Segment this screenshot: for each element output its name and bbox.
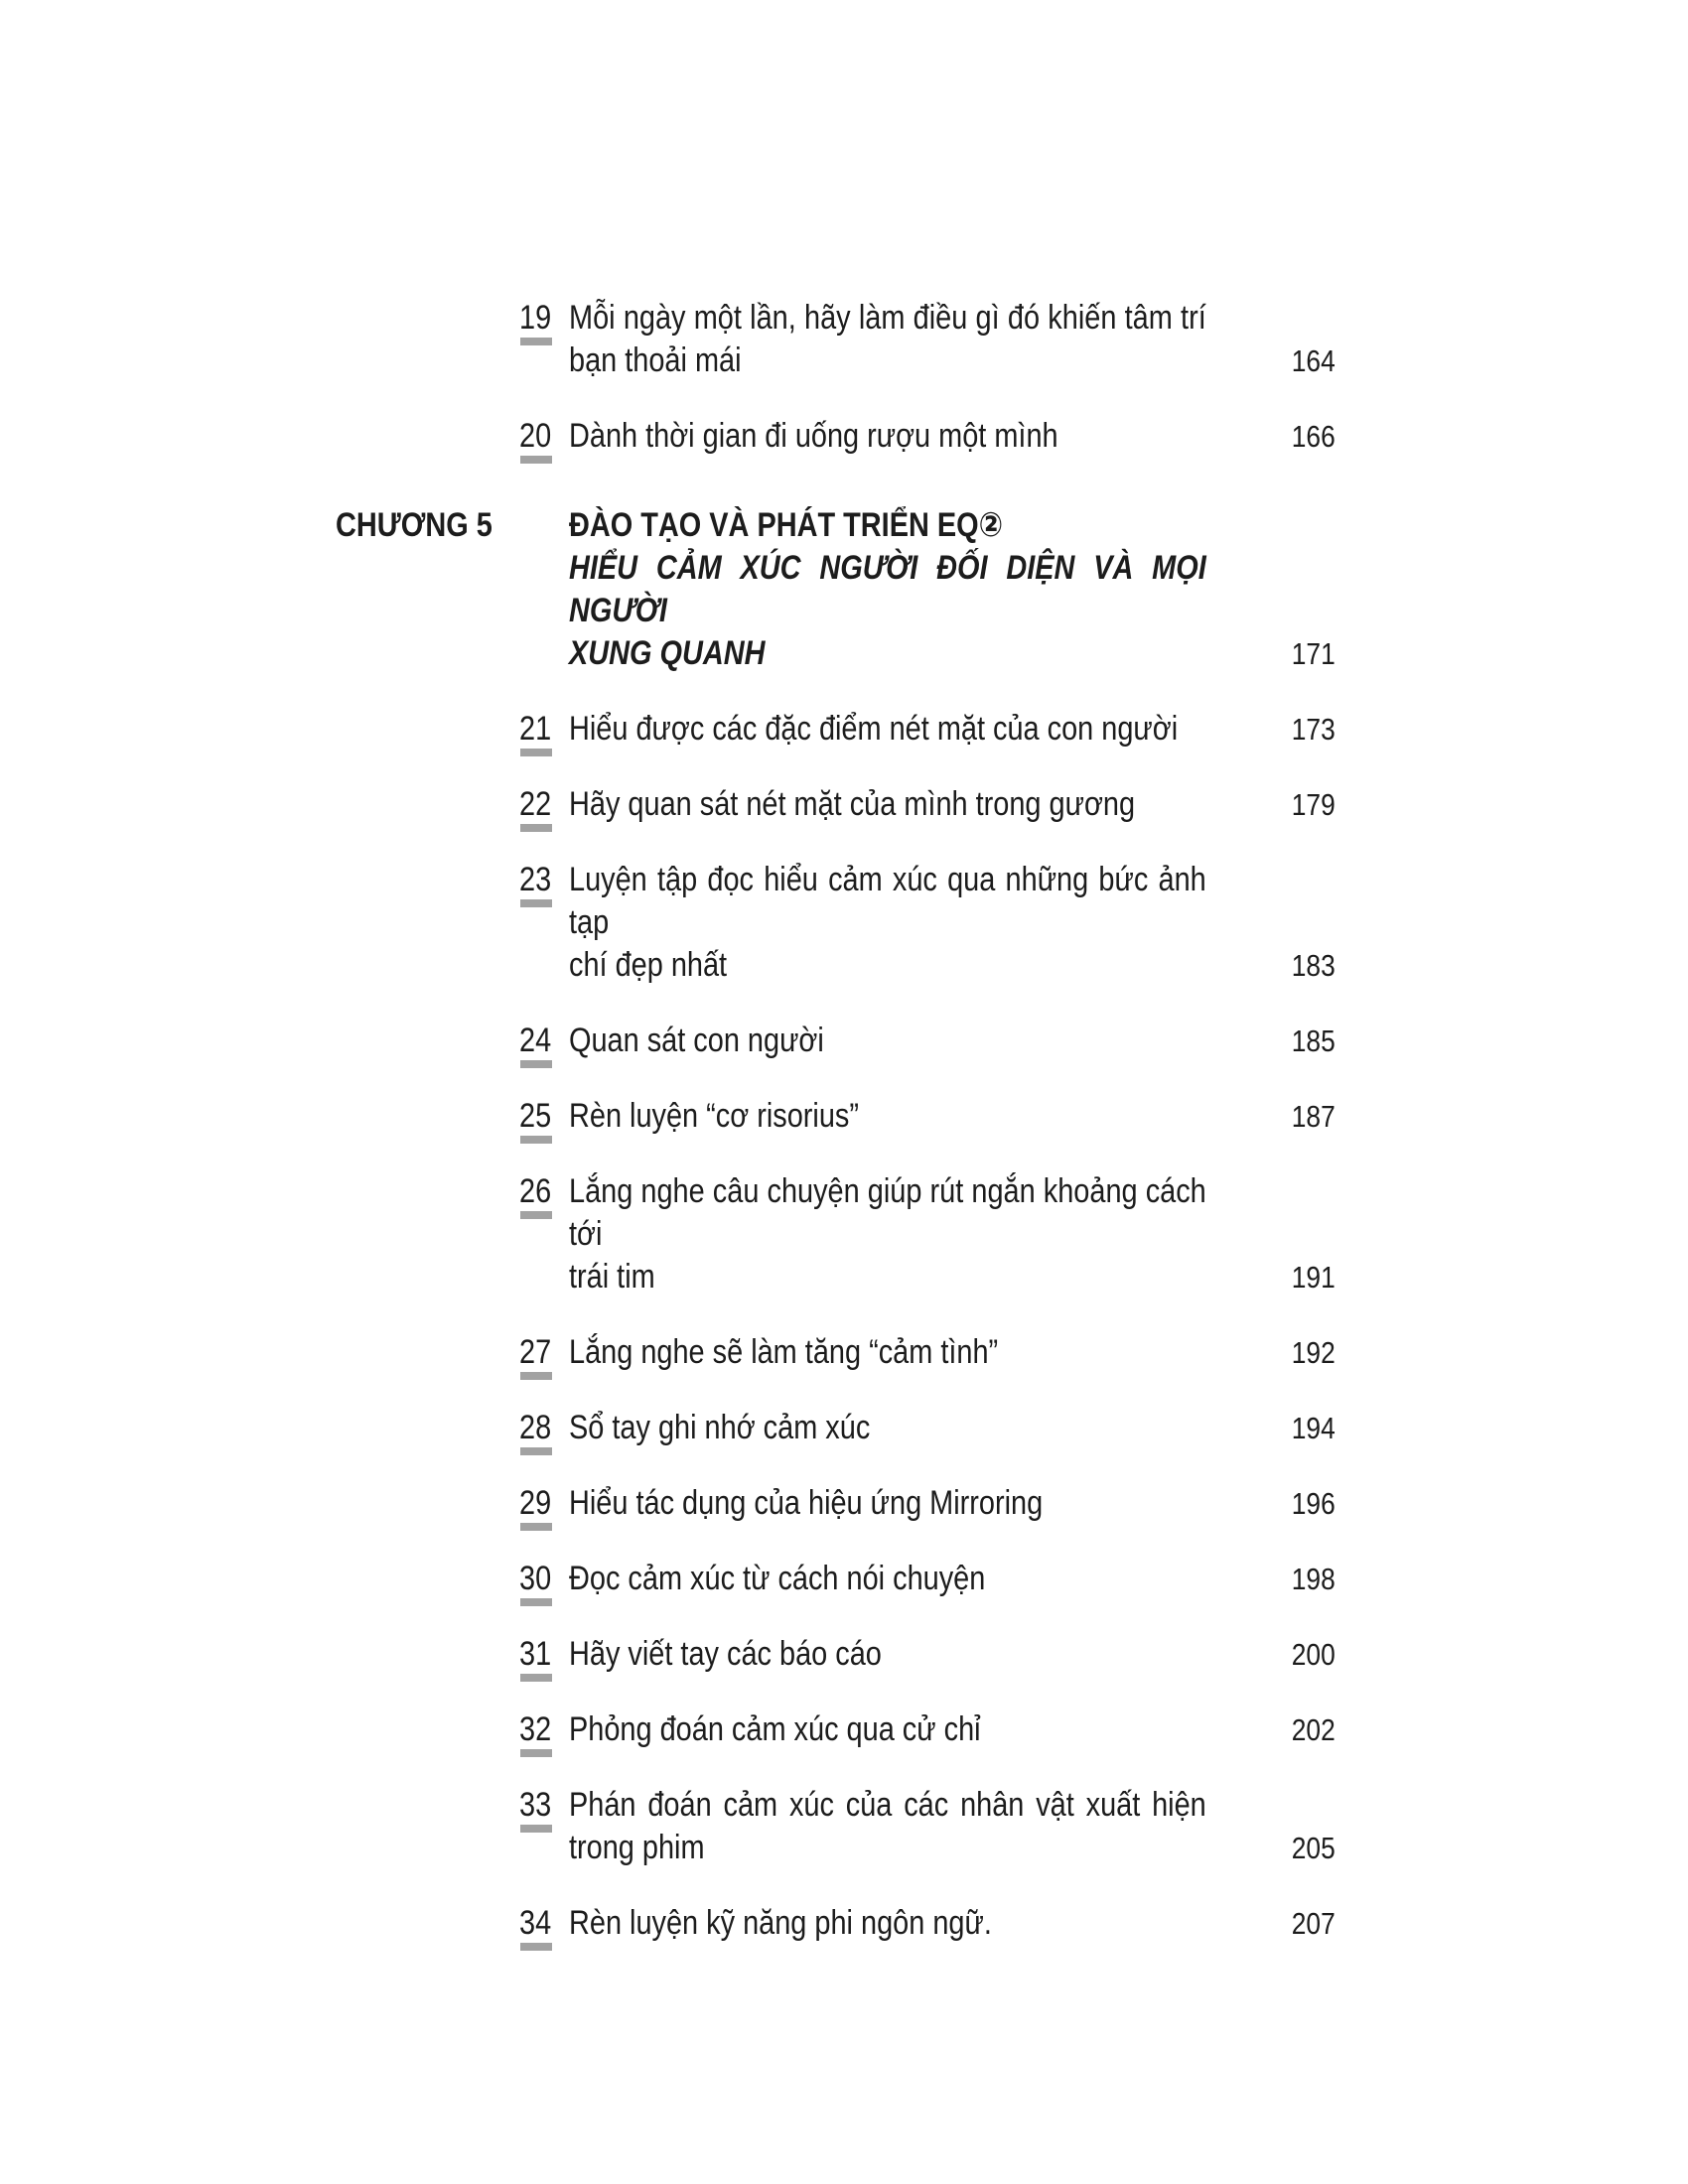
- entry-title: [569, 708, 1206, 751]
- entry-page-number: 166: [1292, 419, 1336, 454]
- entry-page-number: 194: [1292, 1411, 1336, 1445]
- entry-number-block: [519, 1633, 569, 1676]
- toc-entry: [519, 1902, 1688, 1945]
- chapter-label: CHƯƠNG 5: [336, 506, 492, 544]
- entry-page-number: 200: [1292, 1637, 1336, 1672]
- entry-number-underline: [520, 1372, 552, 1380]
- entry-number-block: [519, 415, 569, 458]
- entry-page-number: 164: [1292, 343, 1336, 378]
- entry-title: [569, 1558, 1206, 1600]
- entry-page-number: 192: [1292, 1335, 1336, 1370]
- toc-entry: [519, 415, 1688, 458]
- toc-entry: [519, 1482, 1688, 1525]
- entry-number-block: [519, 1331, 569, 1374]
- entry-title-line: Rèn luyện kỹ năng phi ngôn ngữ.: [569, 1904, 992, 1942]
- entry-number-underline: [520, 1523, 552, 1531]
- entry-number: 26: [519, 1172, 552, 1210]
- entry-title: [569, 859, 1206, 987]
- toc-entry: [519, 1633, 1688, 1676]
- toc-entry: [519, 1020, 1688, 1062]
- toc-entry: [519, 1708, 1688, 1751]
- toc-entry: [519, 1170, 1688, 1298]
- entry-title-line: trong phim: [569, 1829, 705, 1866]
- entry-title-line: Luyện tập đọc hiểu cảm xúc qua những bức ảnh tạp: [569, 861, 1206, 941]
- entry-number-underline: [520, 456, 552, 464]
- toc-entry: [519, 1095, 1688, 1138]
- entry-page-number: 187: [1292, 1099, 1336, 1134]
- entry-title: [569, 783, 1206, 826]
- entry-number-underline: [520, 1598, 552, 1606]
- entry-number: 21: [519, 710, 552, 748]
- entry-number-underline: [520, 1447, 552, 1455]
- entry-number: 28: [519, 1409, 552, 1446]
- entry-page-number: 179: [1292, 787, 1336, 822]
- entry-number-block: [519, 1558, 569, 1600]
- entry-number-underline: [520, 1749, 552, 1757]
- entry-title-line: trái tim: [569, 1258, 655, 1296]
- entry-title: [569, 1170, 1206, 1298]
- entry-title-line: Rèn luyện “cơ risorius”: [569, 1097, 859, 1135]
- entry-number: 33: [519, 1786, 552, 1824]
- entry-number: 20: [519, 417, 552, 455]
- entry-number-block: [519, 1095, 569, 1138]
- entry-number-block: [519, 783, 569, 826]
- entry-page-number: 205: [1292, 1831, 1336, 1865]
- entry-number-block: [519, 1784, 569, 1827]
- entry-title-line: bạn thoải mái: [569, 341, 742, 379]
- entry-page-number: 207: [1292, 1906, 1336, 1941]
- entry-title: [569, 415, 1206, 458]
- chapter-subtitle-line: HIỂU CẢM XÚC NGƯỜI ĐỐI DIỆN VÀ MỌI NGƯỜI: [569, 549, 1206, 629]
- entry-title: [569, 297, 1206, 382]
- entry-number: 34: [519, 1904, 552, 1942]
- entry-number-underline: [520, 899, 552, 907]
- table-of-contents: [336, 297, 1688, 1978]
- entry-title: [569, 1784, 1206, 1869]
- entry-number-underline: [520, 338, 552, 345]
- chapter-title: ĐÀO TẠO VÀ PHÁT TRIỂN EQ②: [569, 506, 1004, 544]
- entry-number: 24: [519, 1022, 552, 1059]
- entry-page-number: 173: [1292, 712, 1336, 747]
- chapter-heading: [336, 504, 1688, 675]
- entry-number-underline: [520, 1136, 552, 1144]
- entry-page-number: 183: [1292, 948, 1336, 983]
- entry-title: [569, 1020, 1206, 1062]
- entry-number: 29: [519, 1484, 552, 1522]
- entry-title-line: Lắng nghe sẽ làm tăng “cảm tình”: [569, 1333, 999, 1371]
- entry-title-line: Phỏng đoán cảm xúc qua cử chỉ: [569, 1710, 981, 1748]
- toc-entry: [519, 297, 1688, 382]
- entry-title: [569, 1331, 1206, 1374]
- entry-number: 27: [519, 1333, 552, 1371]
- entry-title: [569, 1095, 1206, 1138]
- entry-title-line: Sổ tay ghi nhớ cảm xúc: [569, 1409, 871, 1446]
- entry-number-block: [519, 1482, 569, 1525]
- toc-entry: [519, 859, 1688, 987]
- entry-title: [569, 1902, 1206, 1945]
- entry-page-number: 185: [1292, 1024, 1336, 1058]
- entry-number-block: [519, 1407, 569, 1449]
- entry-title-line: Quan sát con người: [569, 1022, 824, 1059]
- entry-page-number: 198: [1292, 1562, 1336, 1596]
- toc-entry: [519, 708, 1688, 751]
- entry-title-line: Dành thời gian đi uống rượu một mình: [569, 417, 1058, 455]
- entry-number: 31: [519, 1635, 552, 1673]
- entry-number-underline: [520, 749, 552, 756]
- entry-number-underline: [520, 1674, 552, 1682]
- toc-entry: [519, 1407, 1688, 1449]
- entry-number-block: [519, 859, 569, 901]
- toc-entry: [519, 1331, 1688, 1374]
- chapter-page-number: 171: [1292, 636, 1336, 671]
- entry-page-number: 196: [1292, 1486, 1336, 1521]
- entry-number-block: [519, 1708, 569, 1751]
- entry-title-line: Đọc cảm xúc từ cách nói chuyện: [569, 1560, 986, 1597]
- entry-title-line: Hãy quan sát nét mặt của mình trong gương: [569, 785, 1136, 823]
- entry-number-underline: [520, 824, 552, 832]
- entry-title-line: Hiểu tác dụng của hiệu ứng Mirroring: [569, 1484, 1044, 1522]
- entry-number-underline: [520, 1211, 552, 1219]
- entry-number-block: [519, 1170, 569, 1213]
- entry-page-number: 191: [1292, 1260, 1336, 1295]
- entry-number: 25: [519, 1097, 552, 1135]
- entry-number: 19: [519, 299, 552, 337]
- entry-title: [569, 1708, 1206, 1751]
- entry-number: 23: [519, 861, 552, 898]
- entry-number: 30: [519, 1560, 552, 1597]
- entry-title-line: Hãy viết tay các báo cáo: [569, 1635, 882, 1673]
- entry-number-block: [519, 1902, 569, 1945]
- chapter-title-block: [569, 504, 1206, 675]
- entry-title-line: Phán đoán cảm xúc của các nhân vật xuất hiện: [569, 1786, 1206, 1824]
- entry-number-block: [519, 1020, 569, 1062]
- entry-title: [569, 1407, 1206, 1449]
- entry-number-underline: [520, 1060, 552, 1068]
- entry-number-underline: [520, 1943, 552, 1951]
- entry-title-line: Mỗi ngày một lần, hãy làm điều gì đó khiến tâm trí: [569, 299, 1206, 337]
- entry-number-underline: [520, 1825, 552, 1833]
- entry-number-block: [519, 297, 569, 340]
- entry-title-line: chí đẹp nhất: [569, 946, 728, 984]
- toc-entry: [519, 1784, 1688, 1869]
- toc-entry: [519, 1558, 1688, 1600]
- entry-title-line: Hiểu được các đặc điểm nét mặt của con người: [569, 710, 1179, 748]
- toc-entry: [519, 783, 1688, 826]
- entry-number: 32: [519, 1710, 552, 1748]
- entry-title: [569, 1482, 1206, 1525]
- entry-number-block: [519, 708, 569, 751]
- entry-page-number: 202: [1292, 1712, 1336, 1747]
- chapter-subtitle-line: XUNG QUANH: [569, 634, 766, 672]
- entry-number: 22: [519, 785, 552, 823]
- entry-title: [569, 1633, 1206, 1676]
- entry-title-line: Lắng nghe câu chuyện giúp rút ngắn khoảng cách tới: [569, 1172, 1206, 1253]
